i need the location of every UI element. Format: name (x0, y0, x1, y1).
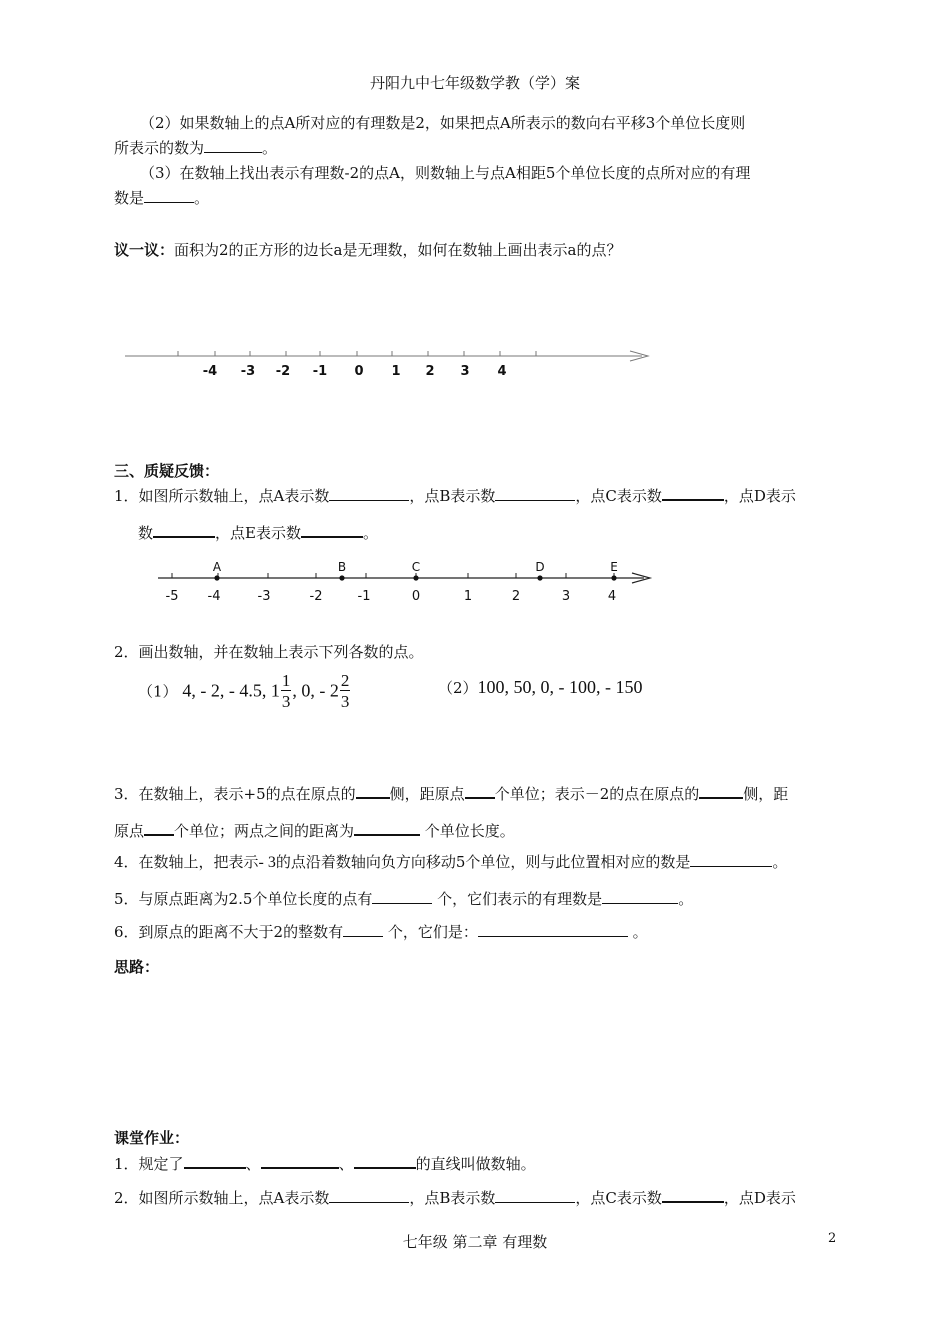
point-letter: B (337, 560, 347, 574)
axis-point (537, 575, 542, 580)
q4-text-b: 的点沿着数轴向负方向移动5个单位，则与此位置相对应的数是 (275, 853, 691, 871)
answer-blank[interactable] (354, 1153, 416, 1169)
point-letter: C (411, 560, 421, 574)
section3-q1-line2 (138, 522, 378, 543)
q3-text-f: 个单位；两点之间的距离为 (174, 822, 355, 840)
section3-q3-line1 (114, 783, 788, 804)
q1-text-e: 数 (138, 524, 154, 542)
answer-blank[interactable] (204, 138, 262, 153)
answer-blank[interactable] (495, 1188, 575, 1203)
axis-number: -1 (357, 589, 371, 604)
answer-blank[interactable] (184, 1153, 246, 1169)
fraction-numerator: 2 (340, 671, 350, 690)
footer-chapter: 七年级 第二章 有理数 (402, 1233, 548, 1251)
axis-point (339, 575, 344, 580)
discuss-label: 议一议： (114, 241, 175, 259)
answer-blank[interactable] (356, 783, 390, 799)
q4-end: 。 (772, 853, 788, 871)
answer-blank[interactable] (261, 1153, 339, 1169)
intro-q2-end: 。 (262, 139, 278, 157)
section3-q5 (114, 888, 693, 909)
axis-number: 0 (411, 589, 421, 604)
answer-blank-c[interactable] (662, 485, 724, 501)
answer-blank[interactable] (690, 852, 772, 867)
intro-q3-text: 数是 (114, 189, 145, 207)
axis-label: 3 (460, 364, 470, 379)
classwork-q1 (114, 1153, 536, 1174)
fraction-one-third (281, 672, 292, 710)
number-line-discuss (120, 345, 660, 385)
axis-label: 0 (354, 364, 364, 379)
axis-number: -4 (207, 589, 221, 604)
q3-text-d: 侧，距 (743, 785, 789, 803)
cw-q1-text-a: 1．规定了 (114, 1155, 184, 1173)
q5-text-a: 5．与原点距离为2.5个单位长度的点有 (114, 890, 373, 908)
axis-point (611, 575, 616, 580)
classwork-title: 课堂作业： (114, 1129, 190, 1147)
fraction-denominator: 3 (281, 692, 291, 711)
q1-text-f: ，点E表示数 (215, 524, 301, 542)
answer-blank-a[interactable] (329, 486, 409, 501)
axis-label: -2 (275, 364, 291, 379)
axis-label: 2 (425, 364, 435, 379)
thinking-label: 思路： (114, 958, 160, 976)
page-header-title: 丹阳九中七年级数学教（学）案 (369, 74, 580, 92)
discuss-text: 面积为2的正方形的边长a是无理数，如何在数轴上画出表示a的点？ (174, 241, 622, 259)
point-letter: D (535, 560, 545, 574)
q6-end: 。 (627, 923, 648, 941)
axis-label: 1 (391, 364, 401, 379)
axis-label: -4 (202, 364, 218, 379)
q4-number: - 3 (258, 854, 276, 871)
intro-q3-line1: （3）在数轴上找出表示有理数-2的点A，则数轴上与点A相距5个单位长度的点所对应的有理 (140, 164, 751, 182)
section3-q6 (114, 921, 648, 942)
fraction-two-thirds (340, 672, 351, 710)
answer-blank[interactable] (465, 783, 495, 799)
answer-blank[interactable] (699, 783, 743, 799)
cw-q2-text-b: ，点B表示数 (409, 1189, 496, 1207)
axis-number: -2 (309, 589, 323, 604)
q2-part1-expr-b: , 0, - 2 (292, 680, 339, 701)
classwork-q2 (114, 1187, 796, 1208)
discuss-line (114, 239, 621, 260)
section3-q4 (114, 851, 787, 872)
answer-blank[interactable] (662, 1187, 724, 1203)
q1-text-g: 。 (362, 524, 378, 542)
cw-q2-text-a: 2．如图所示数轴上，点A表示数 (114, 1189, 330, 1207)
q2-part1-label: （1） (138, 682, 178, 701)
fraction-denominator: 3 (340, 692, 350, 711)
axis-number: 2 (511, 589, 521, 604)
axis-point (214, 575, 219, 580)
answer-blank[interactable] (329, 1188, 409, 1203)
q1-text-d: ，点D表示 (723, 487, 796, 505)
q3-text-b: 侧，距原点 (389, 785, 465, 803)
answer-blank[interactable] (343, 922, 383, 937)
cw-q1-sep: 、 (338, 1155, 354, 1173)
intro-q2-text: 所表示的数为 (114, 139, 205, 157)
q2-part1-expr-a: 4, - 2, - 4.5, 1 (182, 680, 280, 701)
answer-blank[interactable] (602, 889, 678, 904)
q6-text-a: 6．到原点的距离不大于2的整数有 (114, 923, 344, 941)
number-line-points (150, 555, 660, 610)
cw-q1-sep: 、 (245, 1155, 261, 1173)
answer-blank[interactable] (144, 820, 174, 836)
axis-point (413, 575, 418, 580)
axis-number: 3 (561, 589, 571, 604)
answer-blank[interactable] (478, 922, 628, 937)
cw-q2-text-c: ，点C表示数 (575, 1189, 662, 1207)
q6-text-b: 个，它们是： (383, 923, 478, 941)
intro-q2-line2 (114, 137, 277, 158)
section3-title: 三、质疑反馈： (114, 462, 220, 480)
q4-text-a: 4．在数轴上，把表示 (114, 853, 259, 871)
answer-blank[interactable] (354, 820, 420, 836)
cw-q1-text-b: 的直线叫做数轴。 (415, 1155, 536, 1173)
q1-text-c: ，点C表示数 (575, 487, 662, 505)
answer-blank-e[interactable] (301, 522, 363, 538)
q3-text-a: 3．在数轴上，表示+5的点在原点的 (114, 785, 356, 803)
q3-text-g: 个单位长度。 (420, 822, 515, 840)
fraction-numerator: 1 (281, 671, 291, 690)
axis-number: 1 (463, 589, 473, 604)
axis-number: -3 (257, 589, 271, 604)
q3-text-c: 个单位；表示－2的点在原点的 (494, 785, 700, 803)
page-number: 2 (828, 1231, 837, 1246)
point-letter: E (610, 560, 618, 574)
axis-label: -3 (240, 364, 256, 379)
intro-q3-end: 。 (194, 189, 210, 207)
axis-label: 4 (497, 364, 507, 379)
answer-blank[interactable] (372, 889, 432, 904)
answer-blank-b[interactable] (495, 486, 575, 501)
point-letter: A (212, 560, 222, 574)
answer-blank-d[interactable] (153, 522, 215, 538)
q2-part2-expr: 100, 50, 0, - 100, - 150 (477, 677, 643, 697)
section3-q1-line1 (114, 485, 796, 506)
section3-q2-part2 (438, 677, 643, 698)
axis-label: -1 (312, 364, 328, 379)
axis-number: 4 (607, 589, 617, 604)
q2-part2-label: （2） (438, 679, 478, 697)
section3-q2-part1 (138, 672, 351, 710)
answer-blank[interactable] (144, 188, 194, 203)
axis-number: -5 (165, 589, 179, 604)
intro-q2-line1: （2）如果数轴上的点A所对应的有理数是2，如果把点A所表示的数向右平移3个单位长度则 (140, 114, 746, 132)
section3-q3-line2 (114, 820, 515, 841)
q3-text-e: 原点 (114, 822, 145, 840)
section3-q2: 2．画出数轴，并在数轴上表示下列各数的点。 (114, 643, 424, 661)
cw-q2-text-d: ，点D表示 (723, 1189, 796, 1207)
q1-text-b: ，点B表示数 (409, 487, 496, 505)
q5-text-b: 个，它们表示的有理数是 (432, 890, 603, 908)
intro-q3-line2 (114, 187, 209, 208)
q1-text-a: 1．如图所示数轴上，点A表示数 (114, 487, 330, 505)
q5-end: 。 (678, 890, 694, 908)
